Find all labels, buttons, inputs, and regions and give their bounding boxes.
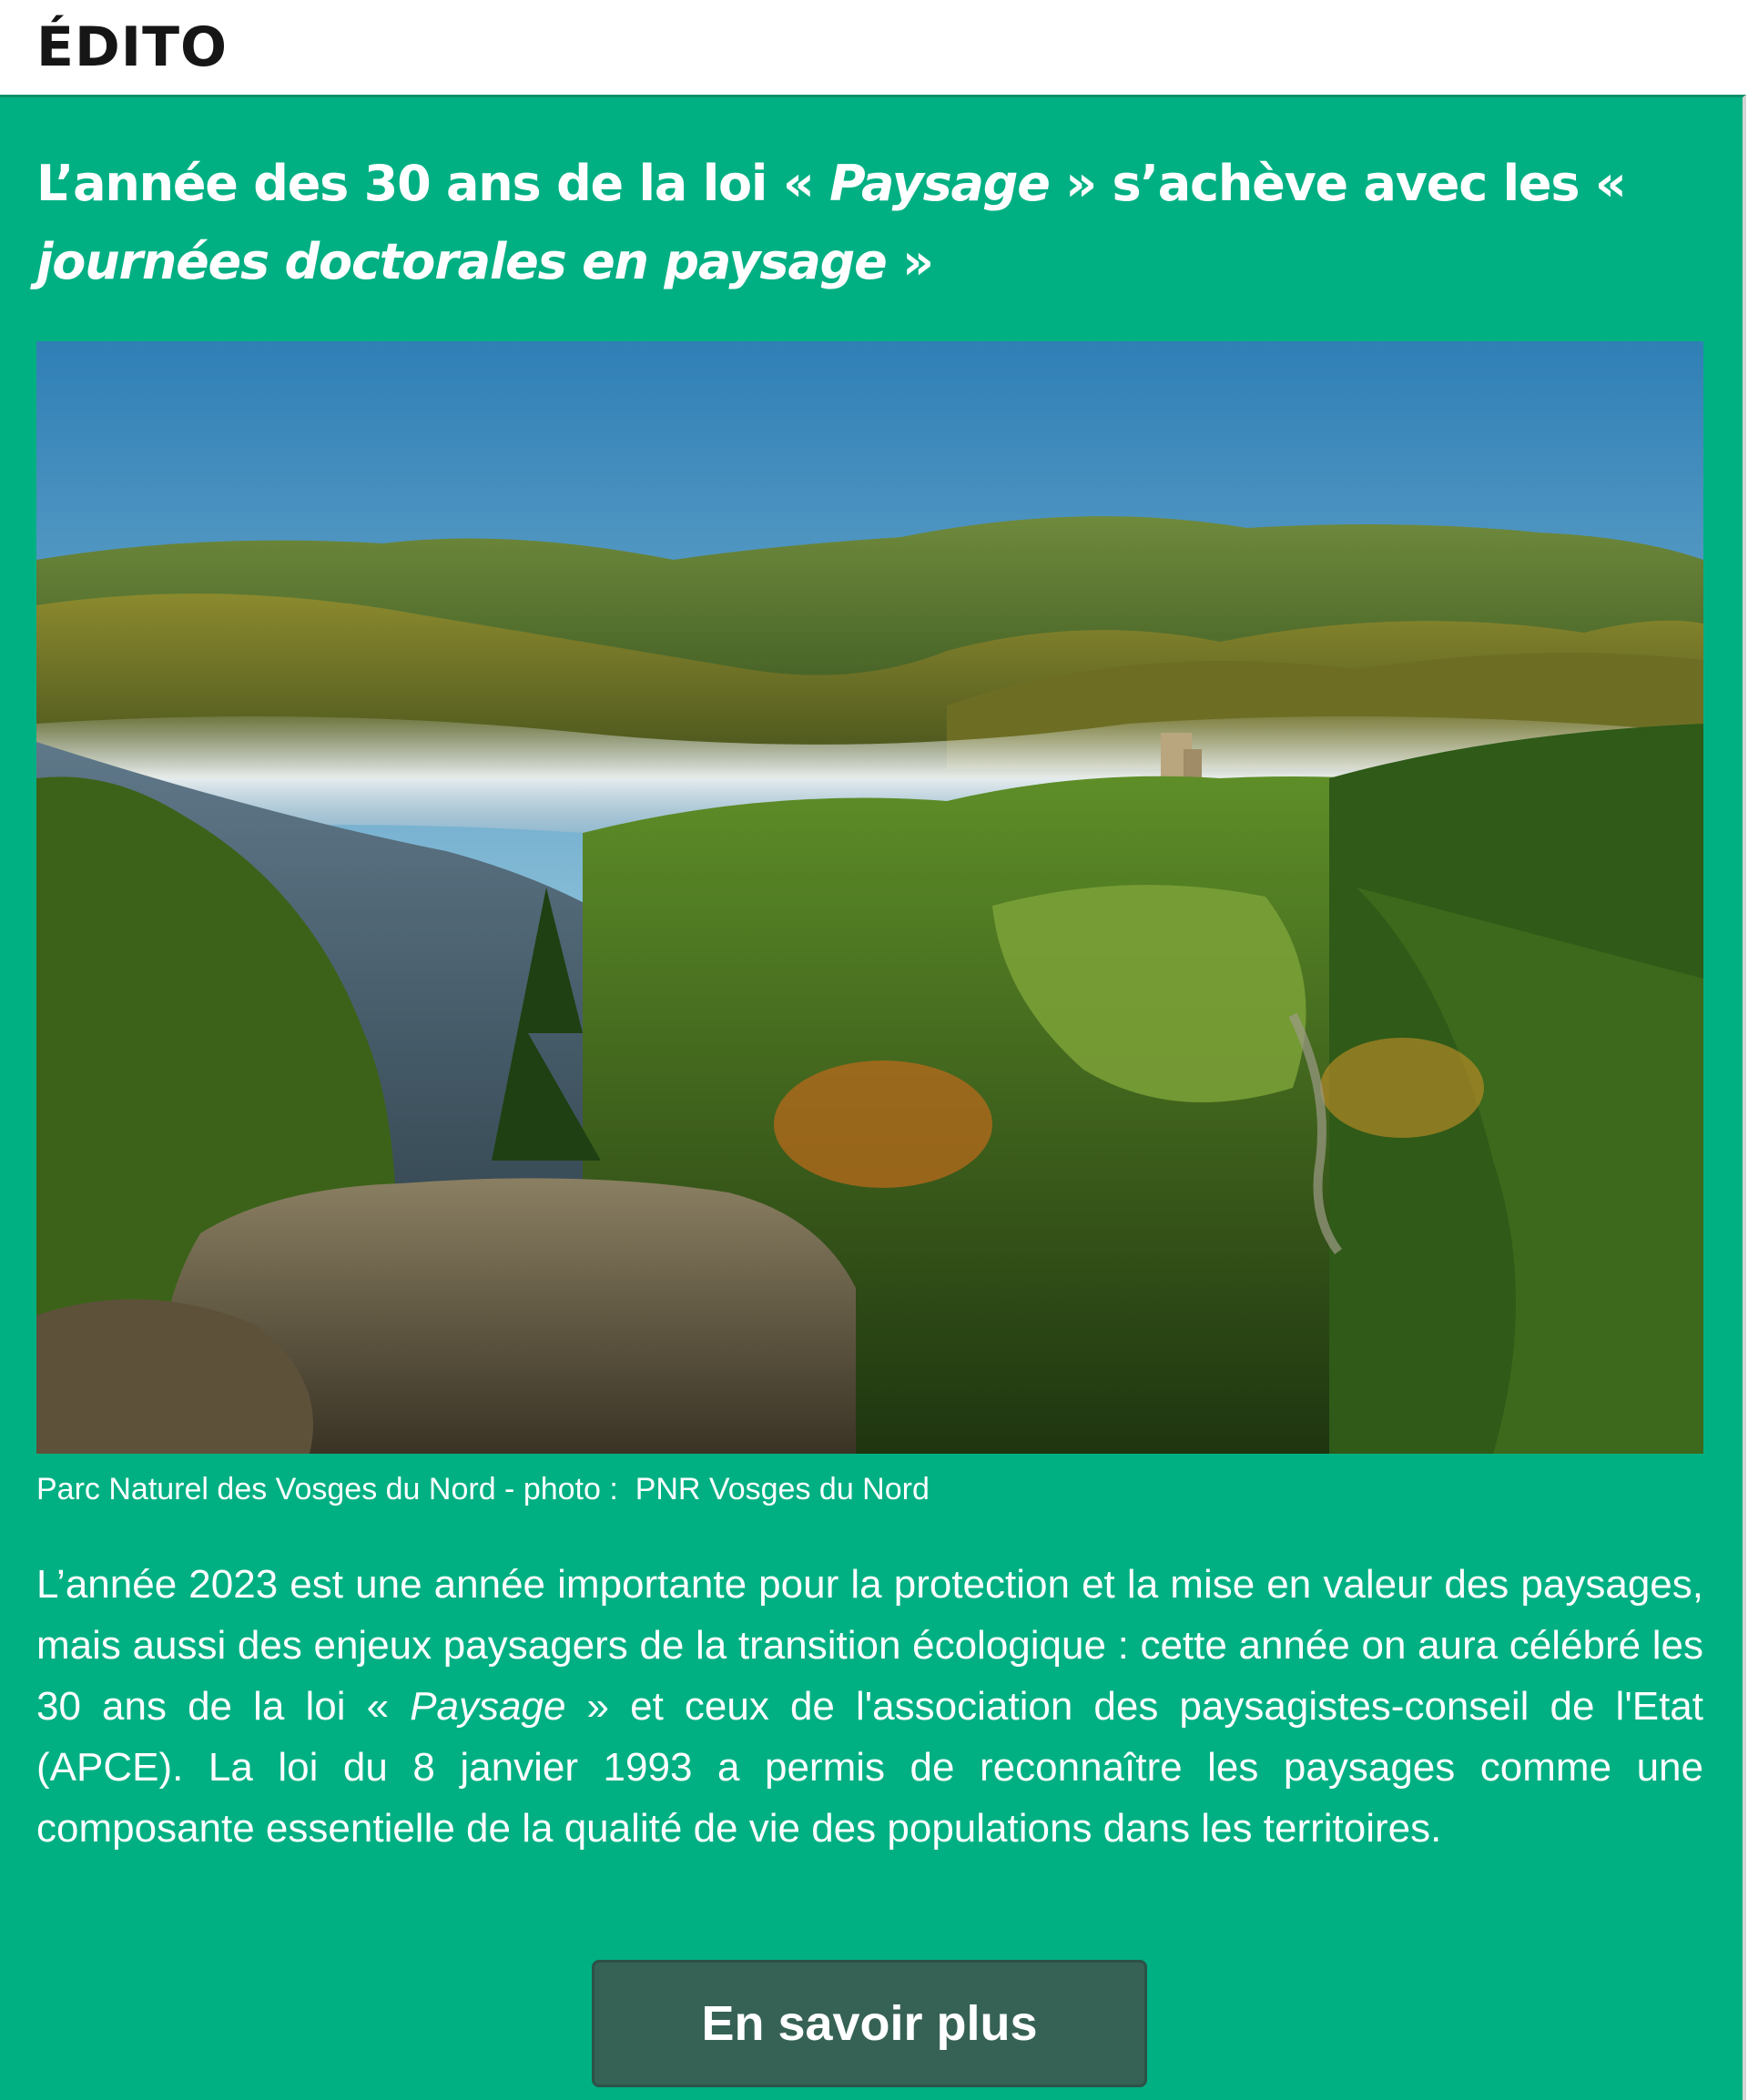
caption-credit: PNR Vosges du Nord xyxy=(626,1472,930,1507)
body-text-1: L’année 2023 est une année importante pour la protection et la mise en valeur des paysages, mais aussi des enjeux paysagers de la transition écologique : cette année on aura célébré les 30 ans de la loi « xyxy=(36,1562,1703,1729)
headline-text-3: » xyxy=(886,233,933,290)
caption-text: Parc Naturel des Vosges du Nord - photo : xyxy=(36,1472,627,1507)
headline-italic-2: journées doctorales en paysage xyxy=(36,233,887,290)
edito-body xyxy=(36,1554,1703,1859)
body-text-2: » et ceux de l'association des paysagistes-conseil de l'Etat (APCE). La loi du 8 janvier 1993 a permis de reconnaître les paysages comme une composante essentielle de la qualité de vie des populations dans les territoires. xyxy=(36,1684,1703,1851)
body-italic: Paysage xyxy=(410,1684,566,1729)
headline-text-2: » s’achève avec les « xyxy=(1049,155,1626,212)
read-more-button[interactable]: En savoir plus xyxy=(592,1960,1147,2087)
article-headline[interactable] xyxy=(36,145,1712,301)
edito-panel xyxy=(0,95,1746,2100)
headline-italic-1: Paysage xyxy=(829,155,1050,212)
headline-text-1: L’année des 30 ans de la loi « xyxy=(36,155,830,212)
section-header xyxy=(0,0,1748,95)
photo-caption xyxy=(36,1472,930,1507)
landscape-photo[interactable] xyxy=(36,341,1703,1454)
section-title: ÉDITO xyxy=(36,15,229,79)
